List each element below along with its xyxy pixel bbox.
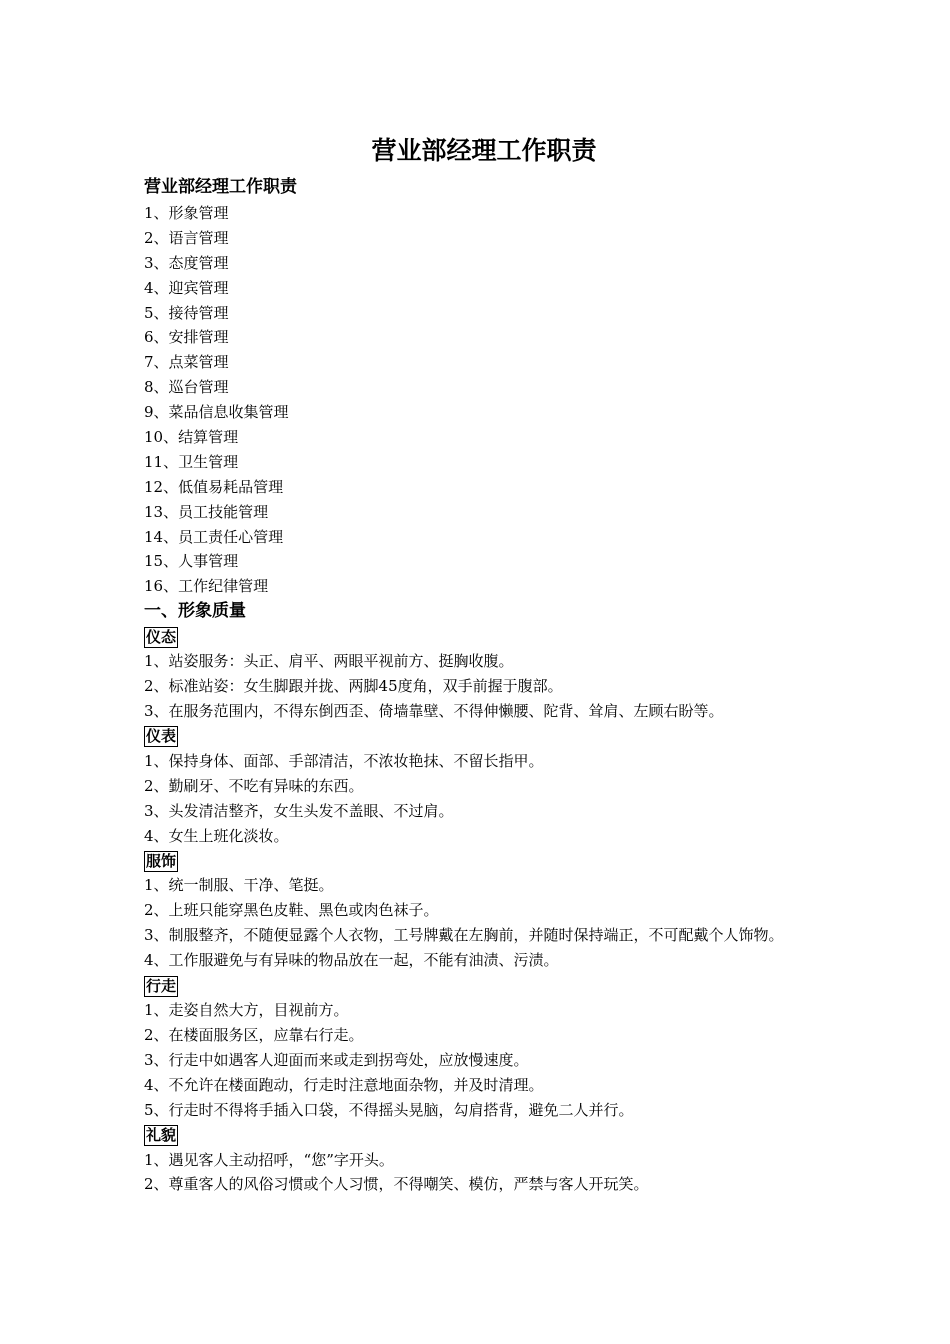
group-label-row (144, 973, 824, 998)
toc-item: 15、人事管理 (144, 552, 239, 571)
toc-list (144, 201, 824, 599)
rule-item: 3、制服整齐，不随便显露个人衣物，工号牌戴在左胸前，并随时保持端正，不可配戴个人饰物。 (144, 926, 784, 945)
group-label-boxed: 礼貌 (146, 1126, 177, 1145)
toc-item: 9、菜品信息收集管理 (144, 403, 289, 422)
rule-item: 4、工作服避免与有异味的物品放在一起，不能有油渍、污渍。 (144, 951, 559, 970)
toc-item: 14、员工责任心管理 (144, 527, 284, 546)
rule-item: 2、勤刷牙、不吃有异味的东西。 (144, 776, 364, 795)
rule-item: 1、走姿自然大方，目视前方。 (144, 1001, 349, 1020)
rule-item: 1、遇见客人主动招呼，“您”字开头。 (144, 1150, 394, 1169)
toc-item: 5、接待管理 (144, 303, 229, 322)
toc-item: 16、工作纪律管理 (144, 577, 269, 596)
group-label-boxed: 仪表 (146, 727, 177, 746)
toc-item: 12、低值易耗品管理 (144, 477, 284, 496)
group-label-row (144, 724, 824, 749)
section-heading: 一、形象质量 (144, 601, 246, 622)
rule-item: 1、站姿服务：头正、肩平、两眼平视前方、挺胸收腹。 (144, 652, 514, 671)
group-label-boxed: 行走 (146, 976, 177, 995)
toc-item: 8、巡台管理 (144, 378, 229, 397)
group-label-row (144, 624, 824, 649)
document-subtitle: 营业部经理工作职责 (144, 177, 297, 197)
toc-item: 3、态度管理 (144, 253, 229, 272)
toc-item: 2、语言管理 (144, 228, 229, 247)
toc-item: 11、卫生管理 (144, 452, 239, 471)
rule-item: 3、头发清洁整齐，女生头发不盖眼、不过肩。 (144, 801, 454, 820)
document-title: 营业部经理工作职责 (371, 136, 597, 165)
toc-item: 1、形象管理 (144, 204, 229, 222)
toc-item: 6、安排管理 (144, 328, 229, 347)
rule-item: 4、女生上班化淡妆。 (144, 826, 289, 845)
rule-item: 3、行走中如遇客人迎面而来或走到拐弯处，应放慢速度。 (144, 1050, 529, 1069)
rule-item: 1、统一制服、干净、笔挺。 (144, 876, 334, 895)
rule-item: 2、尊重客人的风俗习惯或个人习惯，不得嘲笑、模仿，严禁与客人开玩笑。 (144, 1175, 649, 1194)
rule-item: 5、行走时不得将手插入口袋，不得摇头晃脑，勾肩搭背，避免二人并行。 (144, 1100, 634, 1119)
group-label-boxed: 服饰 (146, 851, 177, 870)
toc-item: 7、点菜管理 (144, 353, 229, 372)
rule-item: 2、上班只能穿黑色皮鞋、黑色或肉色袜子。 (144, 901, 439, 920)
rule-item: 2、标准站姿：女生脚跟并拢、两脚45度角，双手前握于腹部。 (144, 677, 563, 696)
group-label-boxed: 仪态 (146, 627, 177, 646)
rule-item: 1、保持身体、面部、手部清洁，不浓妆艳抹、不留长指甲。 (144, 751, 544, 770)
rule-item: 2、在楼面服务区，应靠右行走。 (144, 1025, 364, 1044)
group-label-row (144, 1123, 824, 1148)
toc-item: 4、迎宾管理 (144, 278, 229, 297)
document-page (144, 128, 824, 1197)
toc-item: 10、结算管理 (144, 428, 239, 447)
toc-item: 13、员工技能管理 (144, 502, 269, 521)
group-label-row (144, 848, 824, 873)
rule-item: 3、在服务范围内，不得东倒西歪、倚墙靠壁、不得伸懒腰、陀背、耸肩、左顾右盼等。 (144, 702, 724, 721)
rule-item: 4、不允许在楼面跑动，行走时注意地面杂物，并及时清理。 (144, 1075, 544, 1094)
